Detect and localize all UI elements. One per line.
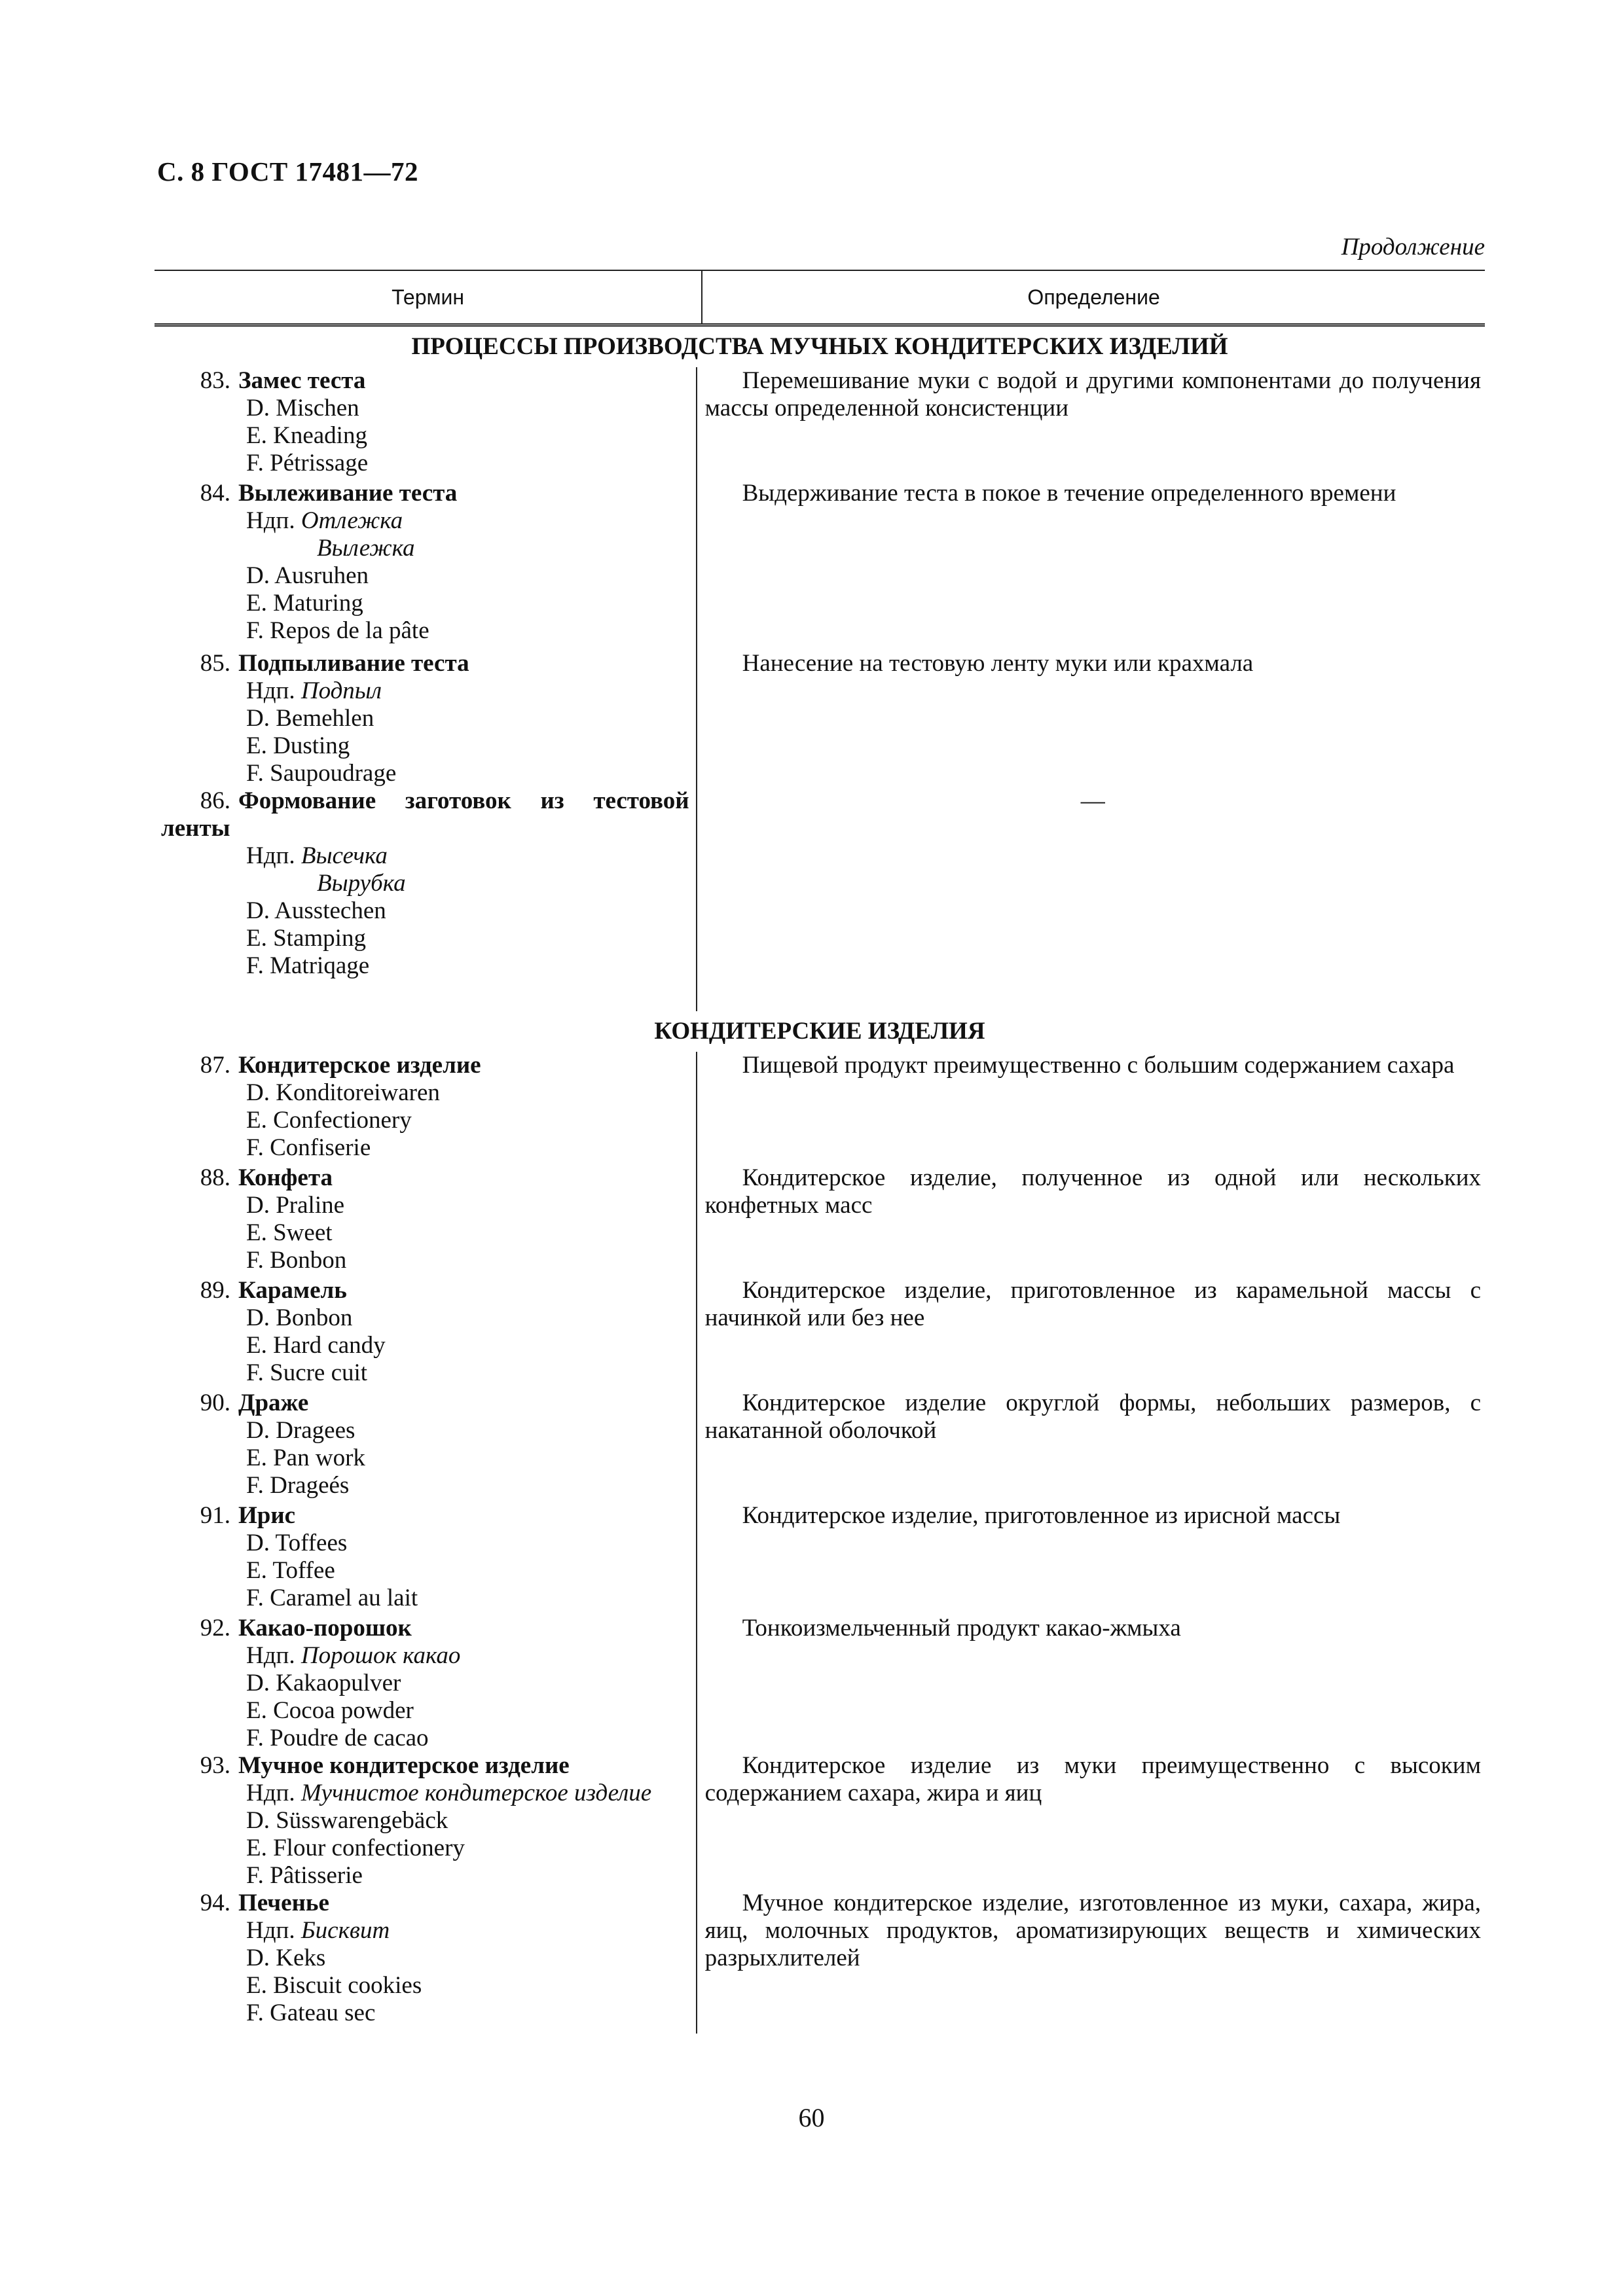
definition-text: Кондитерское изделие из муки преимущественно с высоким содержанием сахара, жира и яиц <box>704 1752 1481 1806</box>
definition-cell <box>697 1164 1485 1277</box>
definition-cell <box>697 650 1485 787</box>
term-entry <box>155 1615 1485 1752</box>
term-entry <box>155 787 1485 1011</box>
definition-text: Пищевой продукт преимущественно с большим содержанием сахара <box>742 1052 1455 1079</box>
term-cell <box>155 1752 697 1890</box>
term-name: Драже <box>238 1390 309 1416</box>
column-header-term: Термин <box>155 271 702 323</box>
definition-cell <box>697 1502 1485 1615</box>
term-number: 83. <box>200 367 230 394</box>
deprecated-term-value: Вылежка <box>317 535 415 562</box>
term-cell <box>155 1890 697 2034</box>
section-heading: ПРОЦЕССЫ ПРОИЗВОДСТВА МУЧНЫХ КОНДИТЕРСКИХ ИЗДЕЛИЙ <box>411 333 1228 360</box>
term-entry <box>155 1277 1485 1390</box>
german-equivalent: D. Ausstechen <box>246 897 386 924</box>
english-equivalent: E. Maturing <box>246 590 363 617</box>
term-number: 86. <box>200 787 230 814</box>
table-body <box>155 327 1485 2034</box>
definition-cell <box>697 1277 1485 1390</box>
term-name: Формование заготовок из тестовой <box>238 787 689 814</box>
english-equivalent: E. Confectionery <box>246 1107 412 1134</box>
term-name: Кондитерское изделие <box>238 1052 481 1079</box>
term-entry <box>155 1890 1485 2034</box>
term-heading <box>155 1752 696 1780</box>
french-equivalent: F. Repos de la pâte <box>246 617 429 644</box>
term-name: Печенье <box>238 1890 329 1916</box>
term-heading <box>155 1390 696 1417</box>
term-number: 84. <box>200 480 230 507</box>
english-equivalent: E. Toffee <box>246 1557 335 1584</box>
deprecated-label: Ндп. <box>246 1642 295 1669</box>
term-cell <box>155 1277 697 1390</box>
deprecated-term <box>155 1917 696 1945</box>
terms-table <box>155 270 1485 2034</box>
term-number: 94. <box>200 1890 230 1916</box>
french-equivalent: F. Pâtisserie <box>246 1862 363 1889</box>
english-equivalent: E. Kneading <box>246 422 367 449</box>
definition-text: Выдерживание теста в покое в течение определенного времени <box>742 480 1396 507</box>
french-equivalent: F. Drageés <box>246 1472 350 1499</box>
german-equivalent: D. Bemehlen <box>246 705 374 732</box>
deprecated-term-value: Высечка <box>301 842 388 869</box>
english-equivalent: E. Dusting <box>246 732 350 759</box>
term-number: 91. <box>200 1502 230 1529</box>
term-name: Ирис <box>238 1502 296 1529</box>
definition-cell <box>697 1615 1485 1752</box>
deprecated-term <box>155 507 696 535</box>
deprecated-label: Ндп. <box>246 1780 295 1806</box>
deprecated-term <box>155 677 696 705</box>
definition-cell <box>697 1390 1485 1502</box>
term-heading <box>155 1164 696 1192</box>
german-equivalent: D. Keks <box>246 1945 326 1971</box>
page-number: 60 <box>798 2103 825 2132</box>
deprecated-label: Ндп. <box>246 507 295 534</box>
french-equivalent: F. Confiserie <box>246 1134 371 1161</box>
section-heading: КОНДИТЕРСКИЕ ИЗДЕЛИЯ <box>654 1018 985 1045</box>
deprecated-term-value: Вырубка <box>317 870 406 897</box>
table-header <box>155 270 1485 327</box>
term-name: Подпыливание теста <box>238 650 469 677</box>
definition-cell <box>697 1890 1485 2034</box>
term-name: Конфета <box>238 1164 333 1191</box>
term-heading <box>155 650 696 677</box>
term-cell <box>155 480 697 650</box>
term-entry <box>155 1752 1485 1890</box>
term-cell <box>155 1390 697 1502</box>
german-equivalent: D. Praline <box>246 1192 345 1219</box>
definition-text: Кондитерское изделие, приготовленное из карамельной массы с начинкой или без нее <box>704 1277 1481 1331</box>
definition-text: Тонкоизмельченный продукт какао-жмыха <box>742 1615 1181 1641</box>
german-equivalent: D. Süsswarengebäck <box>246 1807 448 1834</box>
definition-cell <box>697 787 1485 1011</box>
term-number: 90. <box>200 1390 230 1416</box>
term-heading <box>155 367 696 395</box>
term-number: 87. <box>200 1052 230 1079</box>
english-equivalent: E. Biscuit cookies <box>246 1972 422 1999</box>
term-entry <box>155 1164 1485 1277</box>
deprecated-term-value: Порошок какао <box>301 1642 461 1669</box>
german-equivalent: D. Mischen <box>246 395 359 422</box>
term-entry <box>155 1390 1485 1502</box>
term-heading <box>155 1052 696 1079</box>
german-equivalent: D. Toffees <box>246 1530 348 1556</box>
deprecated-label: Ндп. <box>246 677 295 704</box>
term-entry <box>155 367 1485 480</box>
french-equivalent: F. Caramel au lait <box>246 1585 418 1611</box>
deprecated-term-value: Отлежка <box>301 507 403 534</box>
french-equivalent: F. Pétrissage <box>246 450 369 476</box>
term-cell <box>155 1615 697 1752</box>
term-number: 93. <box>200 1752 230 1779</box>
term-cell <box>155 1052 697 1164</box>
term-entry <box>155 650 1485 787</box>
term-heading <box>155 480 696 507</box>
term-heading <box>155 1277 696 1304</box>
definition-text: Мучное кондитерское изделие, изготовленное из муки, сахара, жира, яиц, молочных продуктов, ароматизирующих веществ и химических разрыхлителей <box>704 1890 1481 1971</box>
term-entry <box>155 1502 1485 1615</box>
definition-cell <box>697 367 1485 480</box>
german-equivalent: D. Konditoreiwaren <box>246 1079 440 1106</box>
definition-text: Нанесение на тестовую ленту муки или крахмала <box>742 650 1254 677</box>
term-name: Мучное кондитерское изделие <box>238 1752 570 1779</box>
definition-text: Кондитерское изделие, приготовленное из ирисной массы <box>742 1502 1341 1529</box>
deprecated-label: Ндп. <box>246 1917 295 1944</box>
english-equivalent: E. Hard candy <box>246 1332 386 1359</box>
english-equivalent: E. Sweet <box>246 1219 333 1246</box>
french-equivalent: F. Saupoudrage <box>246 760 397 787</box>
continuation-label: Продолжение <box>1341 234 1485 260</box>
term-name: Какао-порошок <box>238 1615 412 1641</box>
german-equivalent: D. Kakaopulver <box>246 1670 401 1696</box>
term-cell <box>155 787 697 1011</box>
term-name: Замес теста <box>238 367 366 394</box>
term-heading <box>155 1890 696 1917</box>
column-header-definition: Определение <box>1027 285 1160 309</box>
term-cell <box>155 1164 697 1277</box>
english-equivalent: E. Pan work <box>246 1444 365 1471</box>
deprecated-term-value: Мучнистое кондитерское изделие <box>301 1780 652 1806</box>
term-number: 88. <box>200 1164 230 1191</box>
definition-text: Кондитерское изделие, полученное из одной или нескольких конфетных масс <box>704 1164 1481 1219</box>
french-equivalent: F. Matriqage <box>246 952 370 979</box>
term-number: 89. <box>200 1277 230 1304</box>
deprecated-label: Ндп. <box>246 842 295 869</box>
term-cell <box>155 1502 697 1615</box>
french-equivalent: F. Sucre cuit <box>246 1359 368 1386</box>
term-entry <box>155 480 1485 650</box>
french-equivalent: F. Bonbon <box>246 1247 347 1274</box>
term-heading <box>155 787 696 815</box>
definition-cell <box>697 1052 1485 1164</box>
term-cell <box>155 650 697 787</box>
term-heading <box>155 1615 696 1642</box>
english-equivalent: E. Flour confectionery <box>246 1835 465 1861</box>
term-name: Карамель <box>238 1277 347 1304</box>
deprecated-term <box>155 1780 696 1807</box>
term-name-continued: ленты <box>161 815 230 842</box>
deprecated-term-value: Подпыл <box>301 677 382 704</box>
definition-text: Перемешивание муки с водой и другими компонентами до получения массы определенной консистенции <box>704 367 1481 422</box>
term-cell <box>155 367 697 480</box>
french-equivalent: F. Poudre de cacao <box>246 1725 429 1751</box>
german-equivalent: D. Bonbon <box>246 1304 353 1331</box>
page-header: С. 8 ГОСТ 17481—72 <box>157 156 419 187</box>
definition-text: — <box>1080 787 1105 814</box>
term-number: 85. <box>200 650 230 677</box>
deprecated-term <box>155 1642 696 1670</box>
term-heading <box>155 1502 696 1530</box>
term-number: 92. <box>200 1615 230 1641</box>
german-equivalent: D. Dragees <box>246 1417 356 1444</box>
term-name: Вылеживание теста <box>238 480 458 507</box>
definition-text: Кондитерское изделие округлой формы, небольших размеров, с накатанной оболочкой <box>704 1390 1481 1444</box>
definition-cell <box>697 1752 1485 1890</box>
term-entry <box>155 1052 1485 1164</box>
french-equivalent: F. Gateau sec <box>246 2000 376 2026</box>
definition-cell <box>697 480 1485 650</box>
deprecated-term <box>155 842 696 870</box>
english-equivalent: E. Stamping <box>246 925 366 952</box>
german-equivalent: D. Ausruhen <box>246 562 369 589</box>
deprecated-term-value: Бисквит <box>301 1917 390 1944</box>
english-equivalent: E. Cocoa powder <box>246 1697 414 1724</box>
